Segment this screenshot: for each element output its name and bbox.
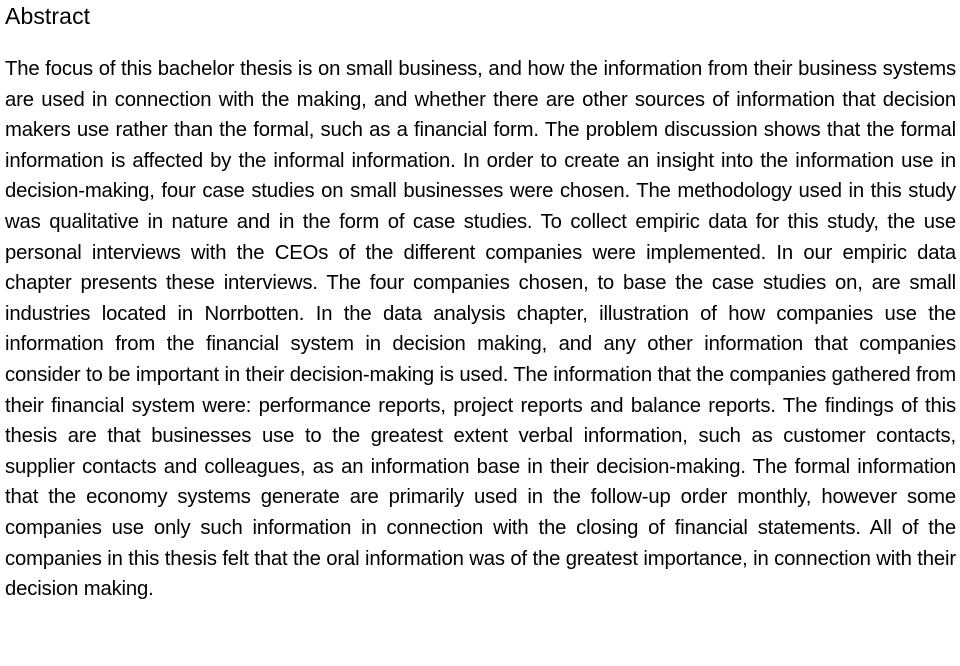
- abstract-heading: Abstract: [5, 3, 91, 29]
- abstract-body-text: The focus of this bachelor thesis is on small business, and how the information from their business systems are used in connection with the making, and whether there are other sources of information that decision makers use rather than the formal, such as a financial form. The problem discussion shows that the formal information is affected by the informal information. In order to create an insight into the information use in decision-making, four case studies on small businesses were chosen. The methodology used in this study was qualitative in nature and in the form of case studies. To collect empiric data for this study, the use personal interviews with the CEOs of the different companies were implemented. In our empiric data chapter presents these interviews. The four companies chosen, to base the case studies on, are small industries located in Norrbotten. In the data analysis chapter, illustration of how companies use the information from the financial system in decision making, and any other information that companies consider to be important in their decision-making is used. The information that the companies gathered from their financial system were: performance reports, project reports and balance reports. The findings of this thesis are that businesses use to the greatest extent verbal information, such as customer contacts, supplier contacts and colleagues, as an information base in their decision-making. The formal information that the economy systems generate are primarily used in the follow-up order monthly, however some companies use only such information in connection with the closing of financial statements. All of the companies in this thesis felt that the oral information was of the greatest importance, in connection with their decision making.: [5, 58, 956, 601]
